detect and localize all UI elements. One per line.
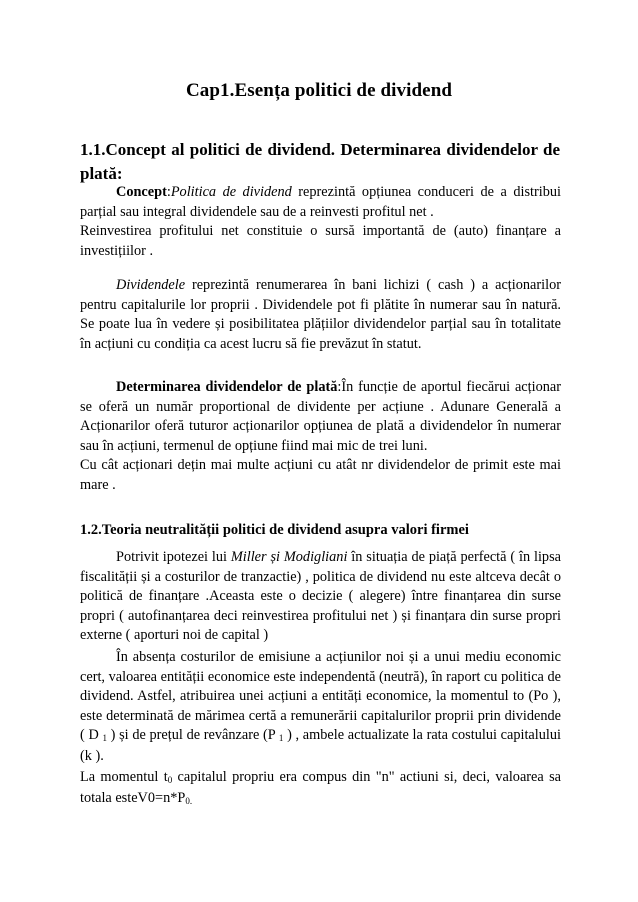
term-dividend-policy: Politica de dividend bbox=[170, 184, 292, 200]
paragraph-determination bbox=[80, 378, 561, 456]
determination-label: Determinarea dividendelor de plată bbox=[116, 379, 338, 395]
section-2-heading: 1.2.Teoria neutralității politici de dividend asupra valori firmei bbox=[80, 522, 469, 538]
neutrality-text-a: În absența costurilor de emisiune a acțiunilor noi și a unui mediu economic cert, valoarea entității economice este independentă (neutră), în raport cu politica de dividend. Astfel, atribuirea unei acțiuni a entități economice, la momentul to (Po ), este determinată de mărimea certă a remunerării capitalurilor proprii prin dividende ( D bbox=[80, 649, 561, 744]
subscript-d1: 1 bbox=[102, 733, 107, 744]
subscript-p1: 1 bbox=[278, 733, 284, 744]
subscript-t0: 0 bbox=[167, 775, 173, 785]
neutrality-text-b: ) și de prețul de revânzare (P bbox=[106, 727, 279, 744]
determination-text: :În funcție de aportul fiecărui acționar se oferă un număr proportional de dividente per acțiune . Adunare Generală a Acționarilor oferă tuturor acționarilor opțiunea de plată a dividendelor în numerar sau în acțiuni, termenul de opțiune fiind mai mic de trei luni. bbox=[80, 379, 561, 454]
section-1-heading: 1.1.Concept al politici de dividend. Determinarea dividendelor de plată: bbox=[80, 140, 560, 183]
paragraph-shareholders: Cu cât acționari dețin mai multe acțiuni cu atât nr dividendelor de primit este mai mare . bbox=[80, 457, 561, 493]
capital-text-a: La momentul t bbox=[80, 769, 168, 785]
subscript-p0: 0. bbox=[185, 795, 193, 806]
paragraph-concept bbox=[80, 183, 561, 222]
dividends-text: reprezintă renumerarea în bani lichizi ( cash ) a acționarilor pentru capitalurile lor proprii . Dividendele pot fi plătite în numerar sau în natură. Se poate lua în vedere și posibilitatea plățiilor dividendelor parțial sau în totalitate în acțiuni cu condiția ca acest lucru să fie prevăzut în statut. bbox=[80, 277, 561, 352]
concept-text: reprezintă opțiunea conduceri de a distribui parțial sau integral dividendele sau de a reinvesti profitul net . bbox=[80, 184, 561, 220]
neutrality-text-c: ) , ambele actualizate la rata costului capitalului (k ). bbox=[80, 727, 561, 764]
paragraph-miller-modigliani bbox=[80, 548, 561, 646]
capital-text-b: capitalul propriu era compus din "n" actiuni si, deci, valoarea sa totala esteV0=n*P bbox=[80, 769, 561, 806]
concept-colon: : bbox=[166, 184, 171, 200]
term-miller-modigliani: Miller și Modigliani bbox=[230, 549, 348, 565]
paragraph-neutrality bbox=[80, 648, 561, 767]
paragraph-capital-value bbox=[80, 768, 561, 809]
concept-label: Concept bbox=[116, 184, 167, 200]
paragraph-dividends bbox=[80, 276, 561, 354]
mm-pre: Potrivit ipotezei lui bbox=[116, 549, 231, 565]
term-dividends: Dividendele bbox=[116, 277, 186, 293]
paragraph-reinvestment: Reinvestirea profitului net constituie o sursă importantă de (auto) finanțare a investițiilor . bbox=[80, 223, 561, 259]
page-title: Cap1.Esența politici de dividend bbox=[185, 80, 453, 101]
mm-text: în situația de piață perfectă ( în lipsa fiscalității și a costurilor de tranzactie) , politica de dividend nu este altceva decât o politică de finanțare .Aceasta este o decizie ( alegere) între finanțarea din surse propri ( autofinanțarea deci reinvestirea profitului net ) și finanțara din surse propri externe ( aporturi noi de capital ) bbox=[80, 549, 561, 644]
